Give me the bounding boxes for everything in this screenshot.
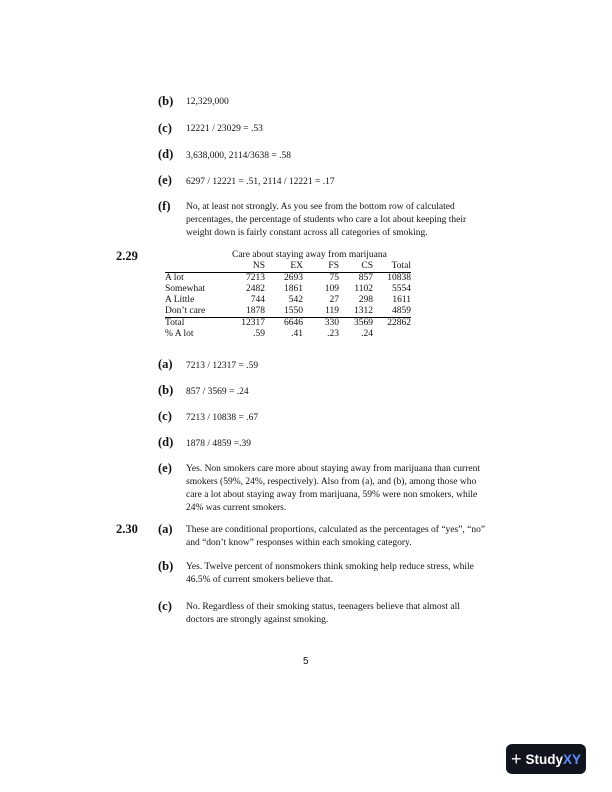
answer-2-29-d-label: (d)	[158, 435, 174, 449]
answer-2-29-a-label: (a)	[158, 357, 173, 371]
table-cell: 5554	[392, 284, 411, 294]
table-cell: 1861	[284, 284, 303, 294]
answer-2-29-a-text: 7213 / 12317 = .59	[186, 361, 259, 371]
table-header-cell: EX	[290, 261, 303, 271]
table-cell: 542	[288, 295, 303, 305]
answer-2-30-b-text: Yes. Twelve percent of nonsmokers think smoking help reduce stress, while 46.5% of current smokers believe that.	[186, 562, 474, 585]
answer-f-text: No, at least not strongly. As you see from the bottom row of calculated percentages, the percentage of students who care a lot about keeping their weight down is fairly constant across all categories of smoking.	[186, 202, 467, 238]
table-row	[165, 306, 411, 318]
answer-2-30-a-text: These are conditional proportions, calculated as the percentages of “yes”, “no” and “don’t know” responses within each smoking category.	[186, 525, 486, 548]
table-cell: 1102	[354, 284, 373, 294]
table-cell: 298	[358, 295, 373, 305]
table-header-cell: CS	[361, 261, 373, 271]
table-cell: 1611	[392, 295, 411, 305]
answer-2-29-b-label: (b)	[158, 383, 174, 397]
table-cell: Total	[165, 318, 185, 328]
table-cell: 1312	[339, 306, 373, 318]
answer-f-label: (f)	[158, 199, 171, 213]
page-number: 5	[303, 656, 309, 667]
table-cell: 6646	[284, 318, 303, 328]
table-cell: 75	[303, 273, 339, 285]
table-cell: 22862	[387, 318, 411, 328]
brand-study: Study	[525, 751, 563, 767]
answer-e-label: (e)	[158, 173, 172, 187]
answer-2-30-c-label: (c)	[158, 599, 172, 613]
table-cell: 1550	[265, 306, 303, 318]
table-cell: 109	[324, 284, 339, 294]
table-cell: 27	[329, 295, 339, 305]
table-caption: Care about staying away from marijuana	[232, 250, 387, 260]
answer-2-29-c-label: (c)	[158, 409, 172, 423]
table-cell: .41	[291, 329, 303, 339]
answer-c-text: 12221 / 23029 = .53	[186, 124, 263, 134]
table-cell: 7213	[229, 273, 265, 285]
table-row	[165, 273, 411, 285]
answer-2-29-d-text: 1878 / 4859 =.39	[186, 439, 251, 449]
table-cell: % A lot	[165, 329, 194, 339]
table-header-cell: NS	[252, 261, 265, 271]
table-row	[165, 284, 411, 295]
answer-2-29-e-label: (e)	[158, 461, 172, 475]
table-cell	[373, 329, 411, 340]
table-header-cell: FS	[328, 261, 339, 271]
table-cell: 10838	[373, 273, 411, 285]
table-cell: 2482	[246, 284, 265, 294]
table-row	[165, 295, 411, 306]
table-cell: 4859	[373, 306, 411, 318]
answer-2-29-e-text: Yes. Non smokers care more about staying away from marijuana than current smokers (59%, 24%, respectively). Also from (a), and (b), among those who care a lot about staying away from marijuana, 59% were non smokers, while 24% was current smokers.	[186, 464, 480, 513]
table-cell: 3569	[354, 318, 373, 328]
table-cell: 857	[339, 273, 373, 285]
plus-icon: +	[510, 749, 522, 769]
table-header-cell	[165, 261, 229, 273]
answer-2-30-b-label: (b)	[158, 559, 174, 573]
table-percent-row	[165, 329, 411, 340]
answer-2-30-c-text: No. Regardless of their smoking status, teenagers believe that almost all doctors are strongly against smoking.	[186, 602, 460, 625]
table-cell: A lot	[165, 273, 229, 285]
table-header-row	[165, 261, 411, 273]
table-cell: 2693	[265, 273, 303, 285]
answer-2-29-b-text: 857 / 3569 = .24	[186, 387, 249, 397]
answer-e-text: 6297 / 12221 = .51, 2114 / 12221 = .17	[186, 177, 335, 187]
table-cell: .24	[361, 329, 373, 339]
brand-xy: XY	[563, 751, 582, 767]
table-cell: 119	[303, 306, 339, 318]
table-cell: .23	[327, 329, 339, 339]
table-header-cell: Total	[391, 261, 411, 271]
answer-2-29-c-text: 7213 / 10838 = .67	[186, 413, 259, 423]
table-cell: 12317	[241, 318, 265, 328]
answer-d-text: 3,638,000, 2114/3638 = .58	[186, 151, 292, 161]
table-cell: 1878	[229, 306, 265, 318]
table-cell: Somewhat	[165, 284, 206, 294]
table-cell: .59	[253, 329, 265, 339]
table-cell: 744	[250, 295, 265, 305]
answer-b-text: 12,329,000	[186, 97, 229, 107]
answer-c-label: (c)	[158, 121, 172, 135]
section-number-2-29: 2.29	[116, 249, 138, 263]
section-number-2-30: 2.30	[116, 522, 138, 536]
contingency-table	[165, 261, 411, 340]
answer-2-30-a-label: (a)	[158, 522, 173, 536]
answer-d-label: (d)	[158, 147, 174, 161]
table-total-row	[165, 318, 411, 330]
table-cell: A Little	[165, 295, 195, 305]
table-cell: Don’t care	[165, 306, 229, 318]
studyxy-badge	[506, 744, 586, 774]
table-cell: 330	[324, 318, 339, 328]
answer-b-label: (b)	[158, 94, 174, 108]
